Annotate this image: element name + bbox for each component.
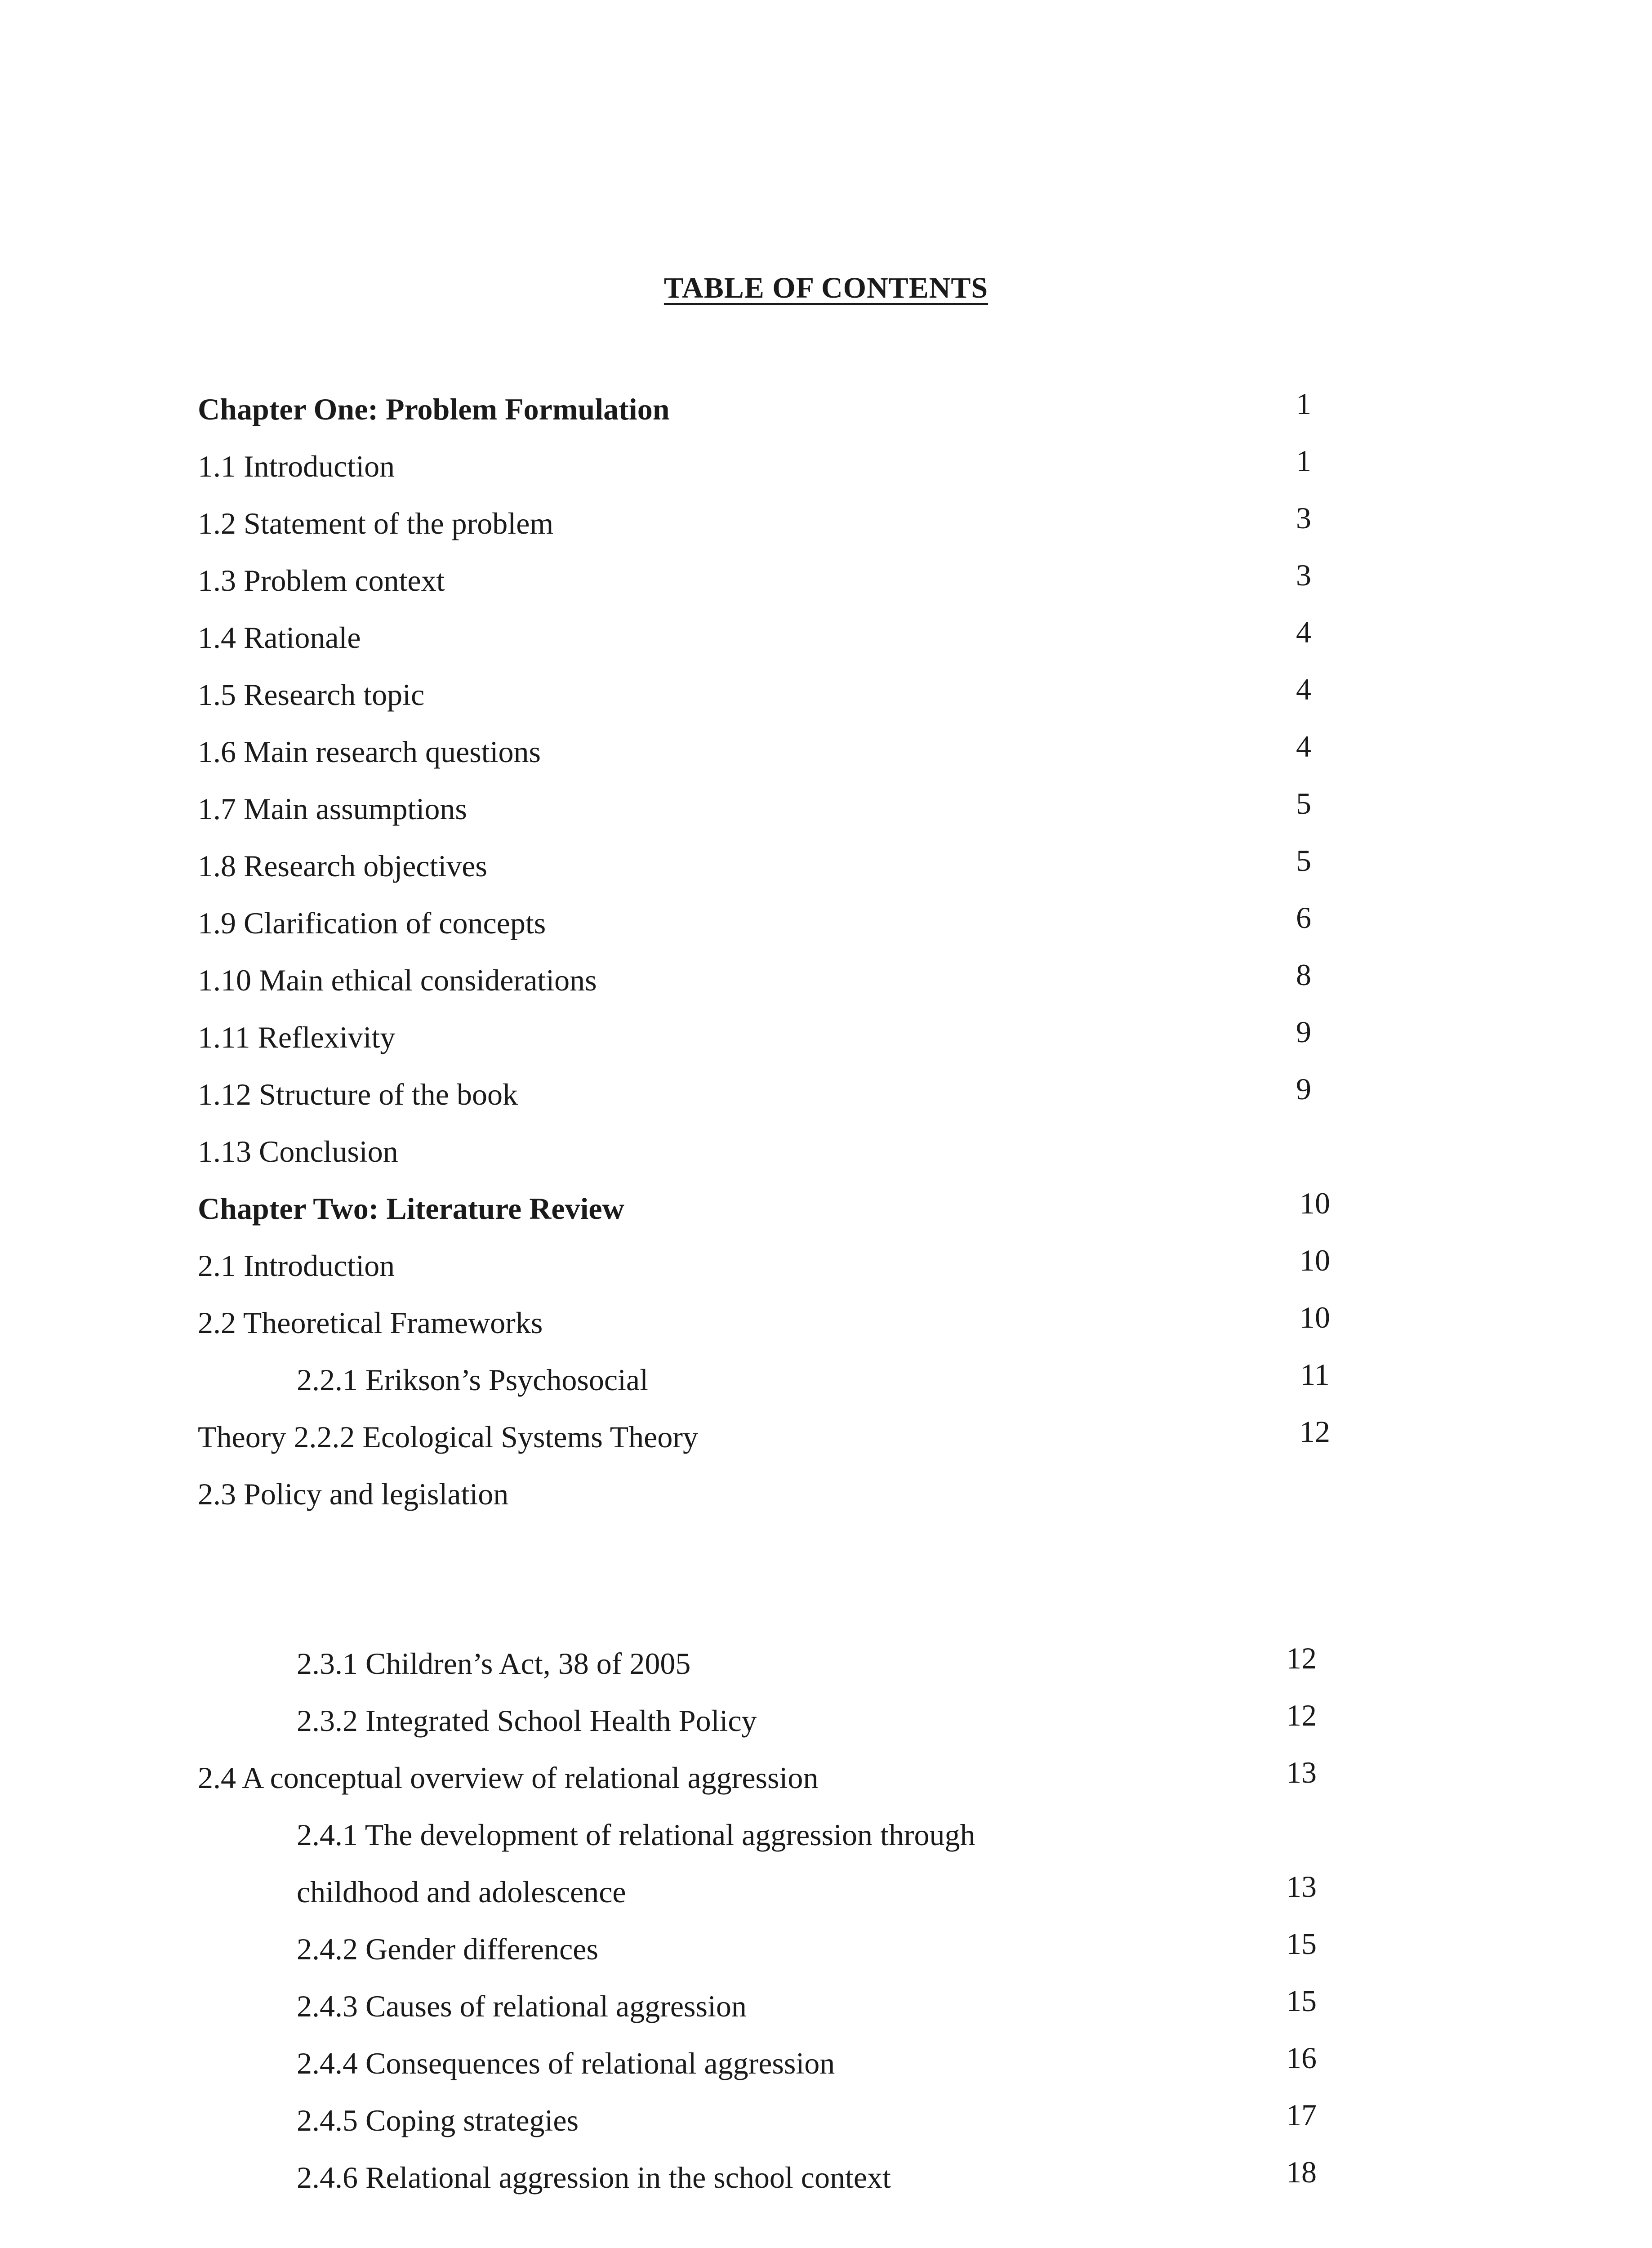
toc-entry: 2.2 Theoretical Frameworks (198, 1306, 543, 1340)
toc-page-number: 9 (1296, 1015, 1311, 1049)
toc-entry: 1.6 Main research questions (198, 735, 541, 769)
toc-entry: 2.3.1 Children’s Act, 38 of 2005 (297, 1646, 691, 1681)
toc-entry: 1.8 Research objectives (198, 849, 487, 883)
toc-entry: 1.7 Main assumptions (198, 792, 467, 826)
toc-entry: 2.4.2 Gender differences (297, 1932, 598, 1966)
toc-entry: 1.9 Clarification of concepts (198, 906, 546, 940)
toc-entry: 2.4.3 Causes of relational aggression (297, 1989, 747, 2023)
toc-page-number: 1 (1296, 387, 1311, 421)
toc-page-number: 9 (1296, 1072, 1311, 1106)
toc-chapter-heading: Chapter One: Problem Formulation (198, 392, 670, 426)
toc-page-number: 3 (1296, 558, 1311, 592)
toc-entry: 1.12 Structure of the book (198, 1077, 518, 1111)
page-title: TABLE OF CONTENTS (663, 272, 989, 304)
toc-page-number: 4 (1296, 672, 1311, 706)
toc-page-number: 6 (1296, 901, 1311, 935)
toc-entry: 2.4.4 Consequences of relational aggression (297, 2046, 835, 2080)
toc-entry: 2.3 Policy and legislation (198, 1477, 509, 1511)
toc-entry: 2.2.1 Erikson’s Psychosocial (297, 1363, 648, 1397)
toc-entry: Theory 2.2.2 Ecological Systems Theory (198, 1420, 698, 1454)
toc-entry: 2.4.5 Coping strategies (297, 2103, 579, 2137)
toc-entry: 1.4 Rationale (198, 620, 361, 655)
toc-entry: 1.13 Conclusion (198, 1134, 398, 1169)
toc-page-number: 13 (1286, 1755, 1317, 1789)
toc-entry: 1.5 Research topic (198, 678, 425, 712)
toc-entry: 2.4.1 The development of relational aggression through (297, 1818, 975, 1852)
toc-page-number: 5 (1296, 843, 1311, 878)
toc-page-number: 4 (1296, 729, 1311, 763)
toc-page-number: 10 (1300, 1243, 1330, 1277)
toc-page-number: 16 (1286, 2041, 1317, 2075)
toc-entry: 2.4 A conceptual overview of relational aggression (198, 1761, 819, 1795)
toc-page-number: 3 (1296, 501, 1311, 535)
toc-entry: 2.3.2 Integrated School Health Policy (297, 1704, 757, 1738)
toc-page-number: 17 (1286, 2098, 1317, 2132)
toc-chapter-heading: Chapter Two: Literature Review (198, 1191, 624, 1226)
toc-entry: 1.2 Statement of the problem (198, 506, 554, 540)
toc-page-number: 13 (1286, 1869, 1317, 1904)
toc-page-number: 10 (1300, 1300, 1330, 1334)
toc-page-number: 15 (1286, 1984, 1317, 2018)
toc-entry: 1.11 Reflexivity (198, 1020, 396, 1054)
toc-entry: 1.1 Introduction (198, 449, 395, 483)
toc-page-number: 10 (1300, 1186, 1330, 1220)
toc-page-number: 12 (1300, 1414, 1330, 1449)
toc-page-number: 5 (1296, 786, 1311, 821)
toc-entry: 1.3 Problem context (198, 563, 445, 598)
toc-page-number: 15 (1286, 1927, 1317, 1961)
toc-page-number: 12 (1286, 1698, 1317, 1732)
toc-page-number: 1 (1296, 444, 1311, 478)
toc-entry: childhood and adolescence (297, 1875, 626, 1909)
toc-page-number: 11 (1300, 1357, 1330, 1392)
toc-page-number: 4 (1296, 615, 1311, 649)
toc-entry: 2.4.6 Relational aggression in the school context (297, 2160, 891, 2194)
toc-entry: 1.10 Main ethical considerations (198, 963, 597, 997)
toc-entry: 2.1 Introduction (198, 1249, 395, 1283)
toc-page-number: 12 (1286, 1641, 1317, 1675)
toc-page-number: 8 (1296, 958, 1311, 992)
toc-page-number: 18 (1286, 2155, 1317, 2189)
